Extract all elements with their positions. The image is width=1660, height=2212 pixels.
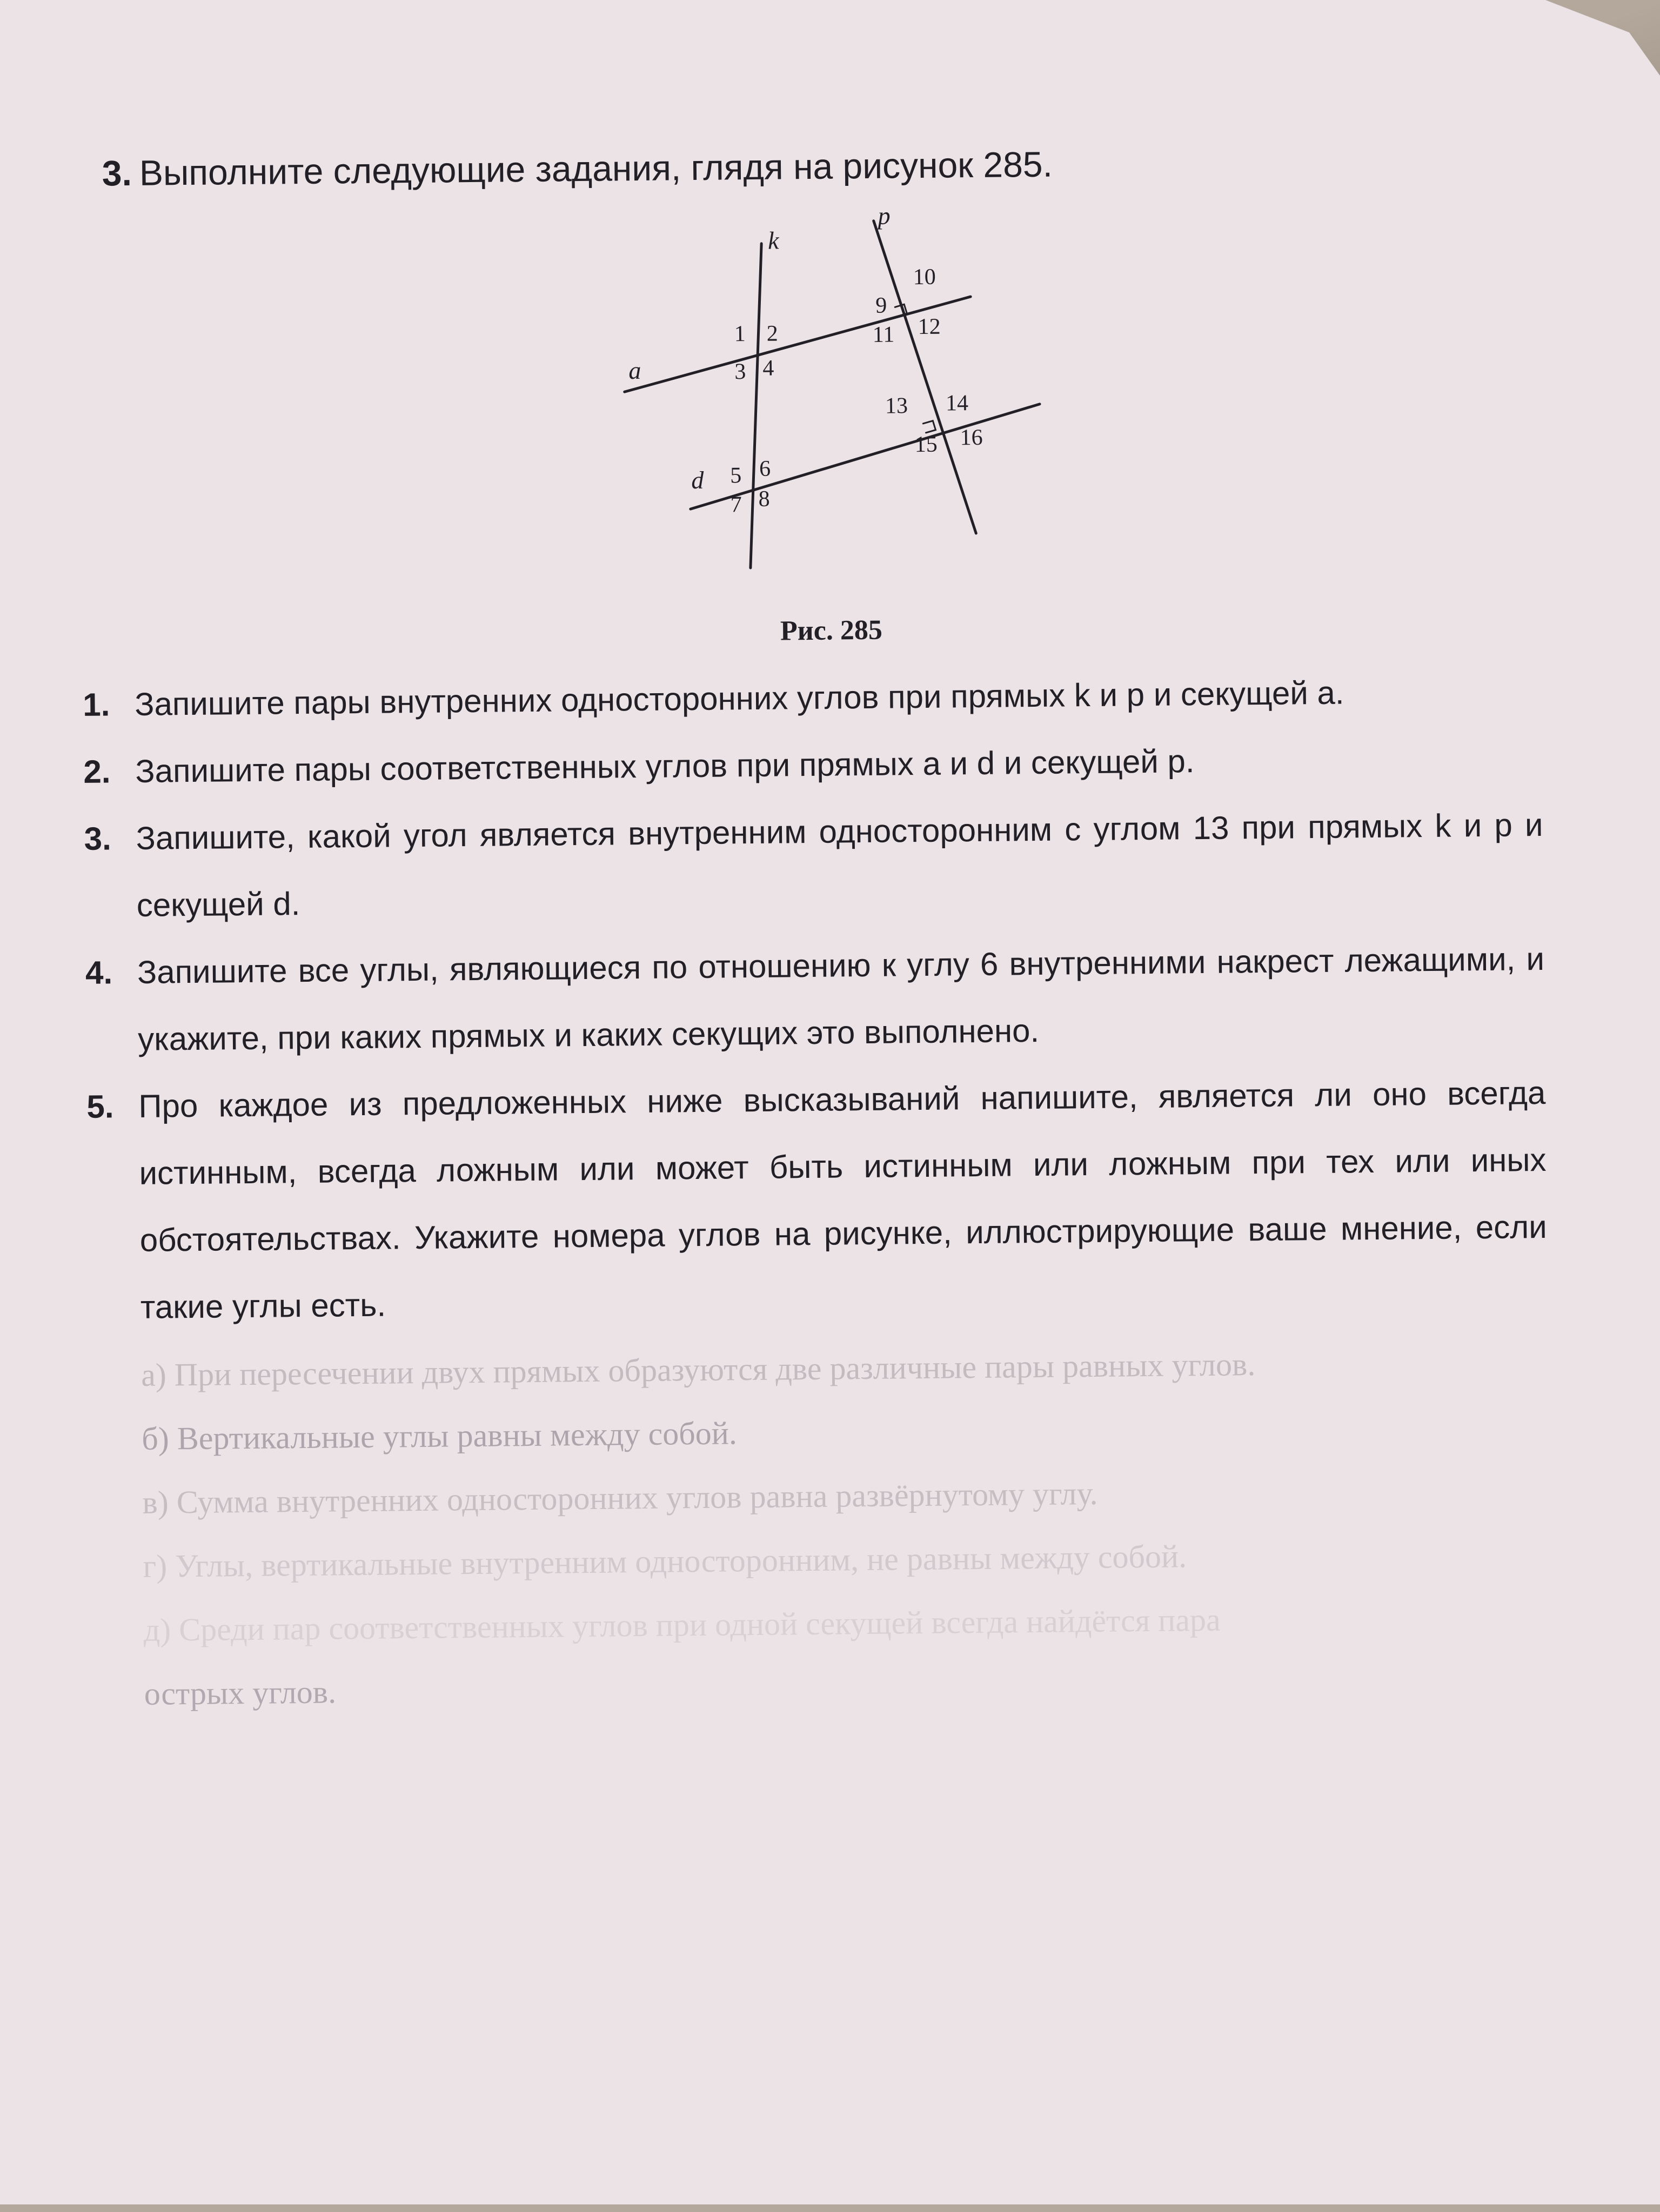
statement-item: г) Углы, вертикальные внутренним односторонним, не равны между собой. xyxy=(143,1538,1187,1584)
task-text: Запишите все углы, являющиеся по отношению к углу 6 внутренними накрест лежащими, и укажите, при каких прямых и каких секущих это выполнено. xyxy=(137,940,1545,1057)
task-number: 1. xyxy=(82,686,110,723)
figure-caption: Рис. 285 xyxy=(780,614,883,647)
task-number: 4. xyxy=(85,954,113,991)
exercise-title: Выполните следующие задания, глядя на рисунок 285. xyxy=(139,144,1053,193)
task-text: Про каждое из предложенных ниже высказываний напишите, является ли оно всегда истинным, всегда ложным или может быть истинным или ложным при тех или иных обстоятельствах. Укажите номера углов на рисунке, иллюстрирующие ваше мнение, если такие углы есть. xyxy=(138,1074,1547,1325)
angle-label-12: 12 xyxy=(918,314,941,340)
angle-label-6: 6 xyxy=(759,456,771,481)
angle-label-14: 14 xyxy=(945,391,969,416)
task-item xyxy=(85,926,1545,1074)
right-angle-mark-a-p xyxy=(895,304,907,316)
statement-item: д) Среди пар соответственных углов при одной секущей всегда найдётся пара xyxy=(143,1601,1221,1648)
task-number: 5. xyxy=(86,1088,114,1125)
angle-label-10: 10 xyxy=(913,264,936,290)
task-text: Запишите, какой угол является внутренним односторонним с углом 13 при прямых k и p и секущей d. xyxy=(136,806,1543,923)
angle-label-15: 15 xyxy=(914,432,938,458)
statement-list xyxy=(89,1330,1552,1726)
label-line-k: k xyxy=(767,226,779,254)
label-line-p: p xyxy=(878,203,891,230)
angle-label-9: 9 xyxy=(875,293,887,318)
task-number: 3. xyxy=(84,820,112,857)
statement-item: а) При пересечении двух прямых образуются две различные пары равных углов. xyxy=(140,1346,1256,1393)
statement-item: острых углов. xyxy=(144,1674,337,1712)
label-line-d: d xyxy=(691,466,704,494)
statement-item: б) Вертикальные углы равны между собой. xyxy=(141,1415,738,1457)
angle-label-11: 11 xyxy=(872,322,895,347)
angle-label-16: 16 xyxy=(960,425,983,451)
angle-label-2: 2 xyxy=(766,321,778,346)
task-text: Запишите пары внутренних односторонних углов при прямых k и p и секущей a. xyxy=(134,674,1344,722)
angle-label-1: 1 xyxy=(734,321,746,347)
statement-item: в) Сумма внутренних односторонних углов равна развёрнутому углу. xyxy=(142,1475,1098,1520)
exercise-header xyxy=(102,144,1053,194)
angle-label-13: 13 xyxy=(885,393,908,419)
task-text: Запишите пары соответственных углов при прямых a и d и секущей p. xyxy=(135,743,1195,789)
line-a xyxy=(624,297,972,392)
task-item xyxy=(86,1060,1548,1342)
angle-label-4: 4 xyxy=(762,356,774,381)
line-k xyxy=(747,244,765,568)
task-number: 2. xyxy=(83,753,111,790)
angle-label-8: 8 xyxy=(758,486,770,512)
figure-285 xyxy=(607,203,1076,596)
task-list xyxy=(83,658,1552,1726)
task-item xyxy=(84,792,1544,940)
label-line-a: a xyxy=(628,356,641,385)
right-angle-mark-d-p xyxy=(923,421,935,433)
line-d xyxy=(690,404,1041,509)
angle-label-5: 5 xyxy=(730,463,742,488)
exercise-number: 3. xyxy=(102,152,132,193)
geometry-diagram xyxy=(607,203,1076,596)
angle-label-7: 7 xyxy=(730,492,742,518)
angle-label-3: 3 xyxy=(734,359,746,385)
